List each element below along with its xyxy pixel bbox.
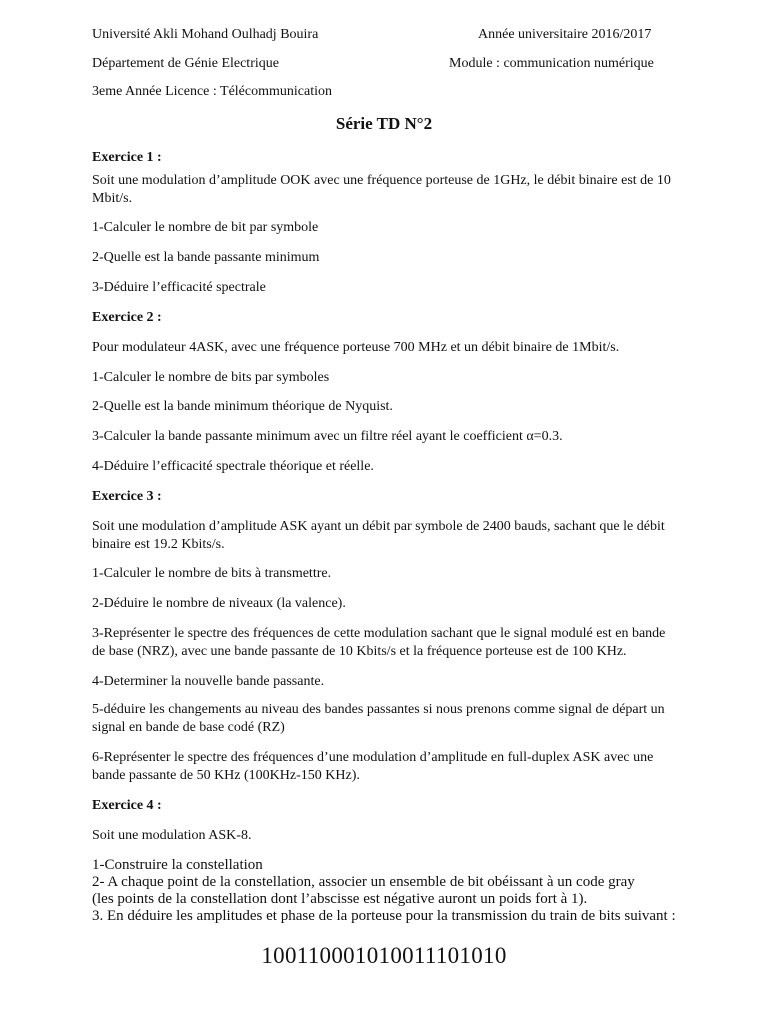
- department-name: Département de Génie Electrique: [92, 56, 279, 71]
- exercise-1-intro: Soit une modulation d’amplitude OOK avec une fréquence porteuse de 1GHz, le débit binaire est de 10 Mbit/s.: [92, 173, 671, 206]
- exercise-2-question-4: 4-Déduire l’efficacité spectrale théorique et réelle.: [92, 459, 374, 474]
- exercise-3-question-4: 4-Determiner la nouvelle bande passante.: [92, 674, 325, 689]
- exercise-3-intro: Soit une modulation d’amplitude ASK ayant un débit par symbole de 2400 bauds, sachant que le débit binaire est 19.2 Kbits/s.: [92, 519, 665, 552]
- exercise-3-question-6: 6-Représenter le spectre des fréquences d’une modulation d’amplitude en full-duplex ASK avec une bande passante de 50 KHz (100KHz-150 KHz).: [92, 750, 654, 783]
- exercise-2-question-3: 3-Calculer la bande passante minimum avec un filtre réel ayant le coefficient α=0.3.: [92, 429, 563, 444]
- exercise-3-question-5: 5-déduire les changements au niveau des bandes passantes si nous prenons comme signal de départ un signal en bande de base codé (RZ): [92, 702, 665, 735]
- exercise-4-question-1: 1-Construire la constellation: [92, 857, 263, 873]
- exercise-3-heading: Exercice 3 :: [92, 489, 162, 504]
- page-title: Série TD N°2: [335, 114, 433, 133]
- exercise-4-question-2: 2- A chaque point de la constellation, associer un ensemble de bit obéissant à un code gray: [92, 874, 635, 890]
- exercise-3-question-2: 2-Déduire le nombre de niveaux (la valence).: [92, 596, 346, 611]
- exercise-3-question-1: 1-Calculer le nombre de bits à transmettre.: [92, 566, 332, 581]
- exercise-2-question-1: 1-Calculer le nombre de bits par symboles: [92, 370, 330, 385]
- bit-train: 10011000101001110101​0: [261, 943, 507, 968]
- exercise-2-heading: Exercice 2 :: [92, 310, 162, 325]
- exercise-1-question-2: 2-Quelle est la bande passante minimum: [92, 250, 320, 265]
- academic-year: Année universitaire 2016/2017: [478, 27, 652, 42]
- exercise-4-question-3: 3. En déduire les amplitudes et phase de la porteuse pour la transmission du train de bits suivant :: [92, 908, 676, 924]
- exercise-2-question-2: 2-Quelle est la bande minimum théorique de Nyquist.: [92, 399, 393, 414]
- exercise-1-question-3: 3-Déduire l’efficacité spectrale: [92, 280, 266, 295]
- exercise-4-intro: Soit une modulation ASK-8.: [92, 828, 252, 843]
- exercise-4-question-2-note: (les points de la constellation dont l’abscisse est négative auront un poids fort à 1).: [92, 891, 588, 907]
- university-name: Université Akli Mohand Oulhadj Bouira: [92, 27, 319, 42]
- exercise-3-question-3: 3-Représenter le spectre des fréquences de cette modulation sachant que le signal modulé est en bande de base (NRZ), avec une bande passante de 10 Kbits/s et la fréquence porteuse est de 100 KHz.: [92, 626, 666, 659]
- exercise-4-heading: Exercice 4 :: [92, 798, 162, 813]
- module-name: Module : communication numérique: [449, 56, 654, 71]
- level-label: 3eme Année Licence : Télécommunication: [92, 84, 332, 99]
- exercise-2-intro: Pour modulateur 4ASK, avec une fréquence porteuse 700 MHz et un débit binaire de 1Mbit/s.: [92, 340, 620, 355]
- exercise-1-heading: Exercice 1 :: [92, 150, 162, 165]
- exercise-1-question-1: 1-Calculer le nombre de bit par symbole: [92, 220, 319, 235]
